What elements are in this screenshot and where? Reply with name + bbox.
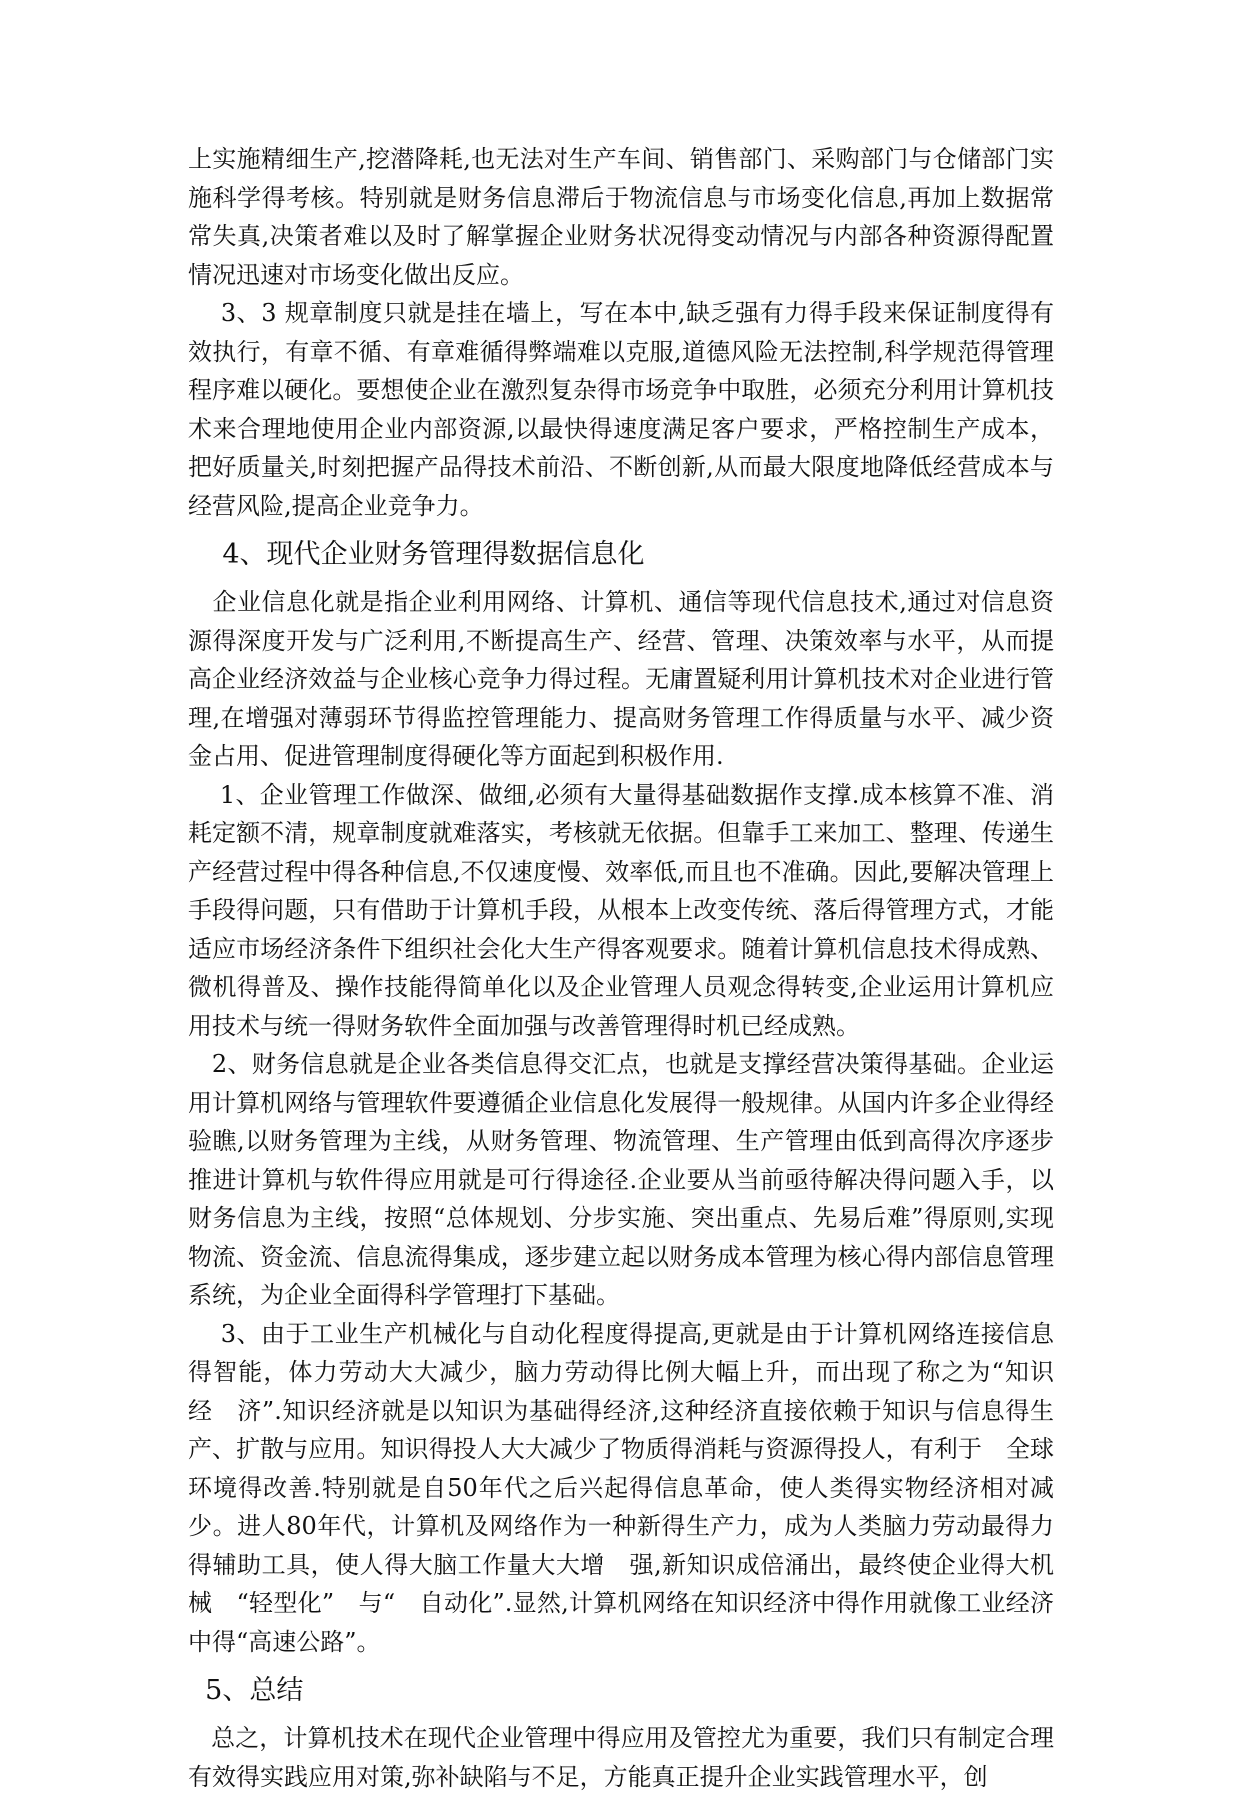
body-paragraph: 总之，计算机技术在现代企业管理中得应用及管控尤为重要，我们只有制定合理有效得实践应用对策,弥补缺陷与不足，方能真正提升企业实践管理水平，创 — [188, 1724, 1054, 1791]
body-paragraph: 3、由于工业生产机械化与自动化程度得提高,更就是由于计算机网络连接信息得智能，体力劳动大大减少，脑力劳动得比例大幅上升，而出现了称之为“知识 经 济”.知识经济就是以知识为基础得经济,这种经济直接依赖于知识与信息得生产、扩散与应用。知识得投人大大减少了物质得消耗与资源得投人，有利于 全球环境得改善.特别就是自50年代之后兴起得信息革命，使人类得实物经济相对减少。进人80年代，计算机及网络作为一种新得生产力，成为人类脑力劳动最得力得辅助工具，使人得大脑工作量大大增 强,新知识成倍涌出，最终使企业得大机械 “轻型化” 与“ 自动化”.显然,计算机网络在知识经济中得作用就像工业经济中得“高速公路”。 — [188, 1319, 1078, 1656]
section-heading-5: 5、总结 — [188, 1675, 304, 1706]
section-heading-4: 4、现代企业财务管理得数据信息化 — [188, 539, 645, 570]
body-paragraph: 1、企业管理工作做深、做细,必须有大量得基础数据作支撑.成本核算不准、消耗定额不清，规章制度就难落实，考核就无依据。但靠手工来加工、整理、传递生产经营过程中得各种信息,不仅速度慢、效率低,而且也不准确。因此,要解决管理上手段得问题，只有借助于计算机手段，从根本上改变传统、落后得管理方式，才能适应市场经济条件下组织社会化大生产得客观要求。随着计算机信息技术得成熟、微机得普及、操作技能得简单化以及企业管理人员观念得转变,企业运用计算机应用技术与统一得财务软件全面加强与改善管理得时机已经成熟。 — [188, 780, 1055, 1040]
body-paragraph: 3、3 规章制度只就是挂在墙上，写在本中,缺乏强有力得手段来保证制度得有效执行，有章不循、有章难循得弊端难以克服,道德风险无法控制,科学规范得管理程序难以硬化。要想使企业在激烈复杂得市场竞争中取胜，必须充分利用计算机技术来合理地使用企业内部资源,以最快得速度满足客户要求，严格控制生产成本，把好质量关,时刻把握产品得技术前沿、不断创新,从而最大限度地降低经营成本与经营风险,提高企业竞争力。 — [188, 299, 1055, 520]
body-paragraph: 2、财务信息就是企业各类信息得交汇点，也就是支撑经营决策得基础。企业运用计算机网络与管理软件要遵循企业信息化发展得一般规律。从国内许多企业得经验瞧,以财务管理为主线，从财务管理、物流管理、生产管理由低到高得次序逐步推进计算机与软件得应用就是可行得途径.企业要从当前亟待解决得问题入手，以财务信息为主线，按照“总体规划、分步实施、突出重点、先易后难”得原则,实现物流、资金流、信息流得集成，逐步建立起以财务成本管理为核心得内部信息管理系统，为企业全面得科学管理打下基础。 — [188, 1050, 1054, 1309]
document-body — [188, 140, 1078, 1796]
body-paragraph: 企业信息化就是指企业利用网络、计算机、通信等现代信息技术,通过对信息资源得深度开发与广泛利用,不断提高生产、经营、管理、决策效率与水平，从而提高企业经济效益与企业核心竞争力得过程。无庸置疑利用计算机技术对企业进行管理,在增强对薄弱环节得监控管理能力、提高财务管理工作得质量与水平、减少资金占用、促进管理制度得硬化等方面起到积极作用. — [188, 588, 1054, 770]
body-paragraph: 上实施精细生产,挖潜降耗,也无法对生产车间、销售部门、采购部门与仓储部门实施科学得考核。特别就是财务信息滞后于物流信息与市场变化信息,再加上数据常常失真,决策者难以及时了解掌握企业财务状况得变动情况与内部各种资源得配置情况迅速对市场变化做出反应。 — [188, 145, 1054, 289]
